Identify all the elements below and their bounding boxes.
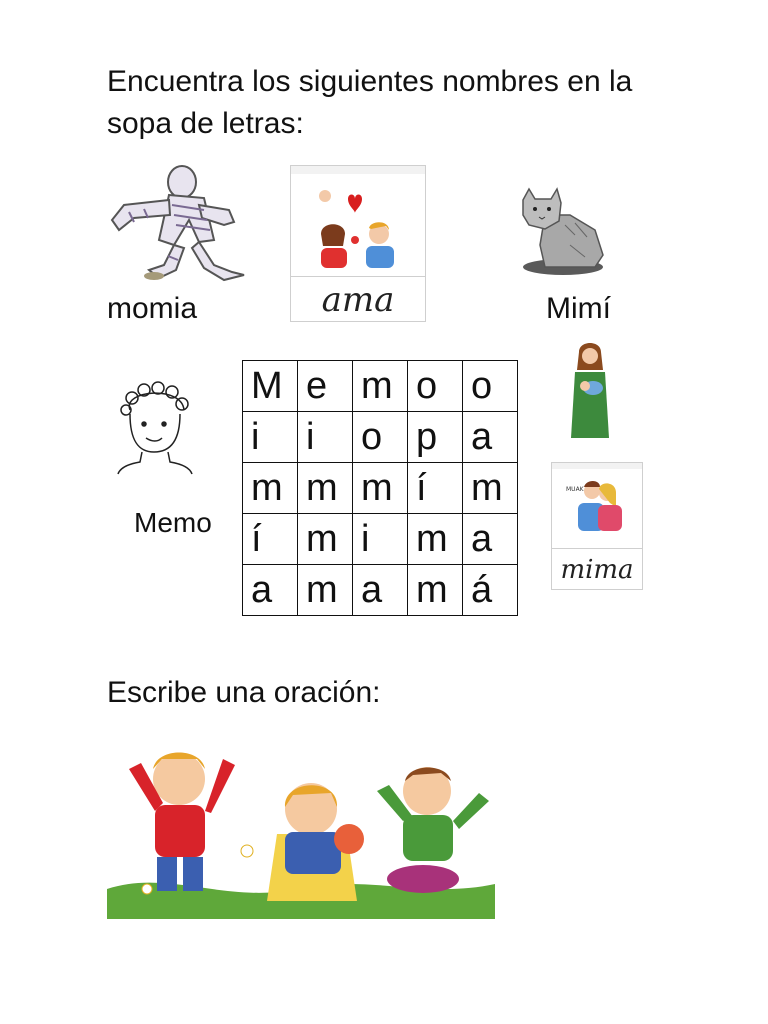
grid-cell: o <box>463 361 518 412</box>
name-momia: momia <box>107 292 198 325</box>
grid-cell: o <box>353 412 408 463</box>
grid-row <box>243 463 518 514</box>
grid-cell: á <box>463 565 518 616</box>
grid-cell: p <box>408 412 463 463</box>
hugging-illustration <box>552 463 642 543</box>
write-prompt: Escribe una oración: <box>107 676 381 709</box>
mima-card <box>551 462 643 590</box>
ama-card <box>290 165 426 322</box>
instruction-text: Encuentra los siguientes nombres en la sopa de letras: <box>107 65 633 140</box>
mummy-illustration <box>104 160 254 285</box>
grid-cell: o <box>408 361 463 412</box>
grid-row <box>243 514 518 565</box>
grid-cell: a <box>463 514 518 565</box>
grid-cell: m <box>463 463 518 514</box>
svg-text:MUAK: MUAK <box>566 486 584 493</box>
grid-cell: e <box>298 361 353 412</box>
grid-cell: i <box>298 412 353 463</box>
couple-kissing-illustration <box>291 166 425 271</box>
grid-cell: m <box>353 361 408 412</box>
children-playing-illustration <box>107 729 495 919</box>
grid-cell: m <box>243 463 298 514</box>
grid-row <box>243 361 518 412</box>
mima-word: mima <box>552 548 642 593</box>
name-memo: Memo <box>134 507 212 538</box>
word-search-grid <box>242 360 518 616</box>
grid-cell: i <box>353 514 408 565</box>
grid-cell: a <box>353 565 408 616</box>
grid-cell: a <box>243 565 298 616</box>
grid-row <box>243 565 518 616</box>
grid-cell: m <box>408 514 463 565</box>
name-mimi: Mimí <box>546 292 611 325</box>
grid-cell: i <box>243 412 298 463</box>
ama-word: ama <box>291 276 425 325</box>
grid-cell: m <box>298 514 353 565</box>
grid-row <box>243 412 518 463</box>
grid-cell: í <box>243 514 298 565</box>
grid-cell: M <box>243 361 298 412</box>
grid-cell: a <box>463 412 518 463</box>
grid-cell: m <box>353 463 408 514</box>
cat-illustration <box>515 185 610 277</box>
grid-cell: m <box>298 463 353 514</box>
grid-cell: m <box>298 565 353 616</box>
grid-cell: m <box>408 565 463 616</box>
grid-cell: í <box>408 463 463 514</box>
memo-boy-illustration <box>112 380 198 476</box>
mother-baby-illustration <box>565 340 615 440</box>
